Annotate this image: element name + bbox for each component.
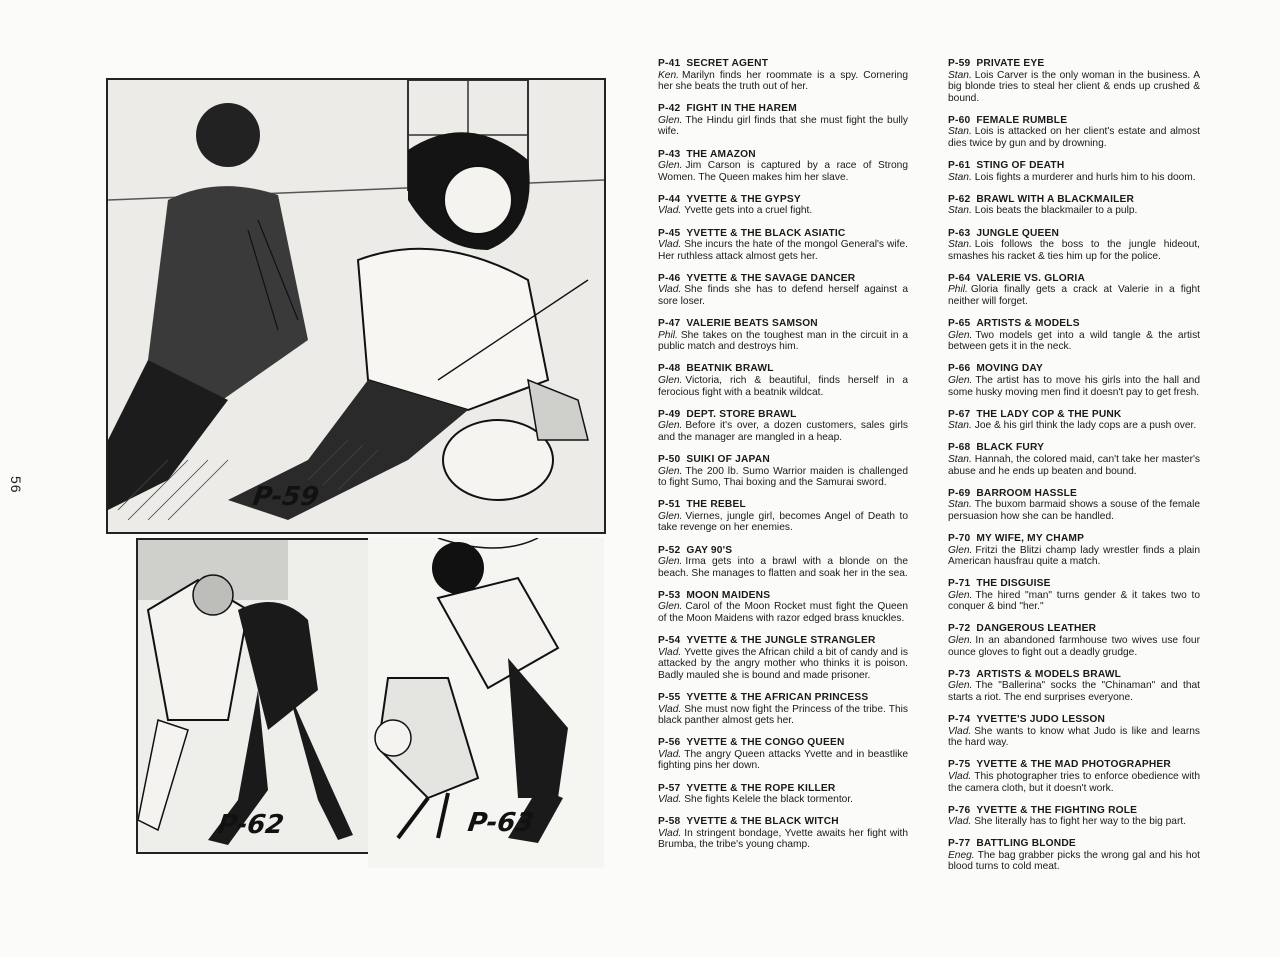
entry-code: P-74 (948, 714, 971, 726)
entry-text: Lois is attacked on her client's estate and almost dies twice by gun and by drowning. (948, 126, 1200, 150)
entry-author: Glen. (948, 680, 973, 692)
entry-code: P-53 (658, 589, 681, 601)
entry-text: Marilyn finds her roommate is a spy. Cornering her she beats the truth out of her. (658, 69, 908, 93)
illustration-label-p62: P-62 (215, 810, 286, 840)
entry-title: JUNGLE QUEEN (976, 227, 1060, 239)
catalog-entry (948, 115, 1200, 150)
entry-code: P-76 (948, 804, 971, 816)
entry-code: P-45 (658, 227, 681, 239)
entry-description (658, 330, 908, 353)
entry-code: P-54 (658, 635, 681, 647)
entry-heading (658, 149, 908, 161)
entry-description (658, 420, 908, 443)
entry-code: P-47 (658, 318, 681, 330)
entry-author: Glen. (658, 160, 683, 172)
entry-text: She fights Kelele the black tormentor. (684, 794, 853, 806)
entry-description (948, 454, 1200, 477)
entry-description (658, 601, 908, 624)
entry-author: Vlad. (658, 748, 682, 760)
illustration-bottom-left (136, 538, 370, 854)
entry-code: P-42 (658, 103, 681, 115)
entry-code: P-50 (658, 453, 681, 465)
entry-title: THE DISGUISE (976, 578, 1051, 590)
entry-title: DANGEROUS LEATHER (976, 623, 1097, 635)
entry-text: She wants to know what Judo is like and learns the hard way. (948, 725, 1200, 749)
entry-title: MY WIFE, MY CHAMP (976, 532, 1085, 544)
entry-heading (948, 228, 1200, 240)
entry-code: P-41 (658, 58, 681, 69)
illustration-label-p63: P-63 (465, 808, 536, 838)
entry-description (948, 680, 1200, 703)
catalog-entry (948, 363, 1200, 398)
entry-author: Glen. (658, 420, 683, 432)
entry-text: Yvette gives the African child a bit of candy and is attacked by the angry mother who thinks it is poison. Badly mauled she is bound and made prisoner. (658, 646, 908, 681)
entry-author: Ken. (658, 69, 679, 81)
entry-description (948, 375, 1200, 398)
entry-code: P-49 (658, 408, 681, 420)
entry-heading (658, 194, 908, 206)
catalog-entry (658, 692, 908, 727)
entry-author: Glen. (948, 544, 973, 556)
entry-author: Glen. (948, 589, 973, 601)
entry-description (948, 545, 1200, 568)
illustration-label-p59: P-59 (250, 482, 321, 512)
entry-author: Glen. (658, 556, 683, 568)
entry-heading (658, 103, 908, 115)
entry-text: The angry Queen attacks Yvette and in beastlike fighting pins her down. (658, 748, 908, 772)
entry-text: The "Ballerina" socks the "Chinaman" and that starts a riot. The end surprises everyone. (948, 680, 1200, 703)
entry-author: Stan. (948, 69, 972, 81)
entry-heading (658, 273, 908, 285)
entry-description (658, 828, 908, 851)
entry-code: P-51 (658, 499, 681, 511)
entry-title: YVETTE & THE BLACK WITCH (686, 816, 839, 828)
entry-title: THE AMAZON (686, 148, 756, 160)
catalog-entry (658, 363, 908, 398)
catalog-entry (658, 194, 908, 217)
catalog-entry (658, 58, 908, 93)
entry-heading (658, 363, 908, 375)
entry-description (658, 115, 908, 138)
catalog-entry (658, 228, 908, 263)
entry-heading (948, 488, 1200, 500)
entry-title: YVETTE'S JUDO LESSON (976, 714, 1106, 726)
entry-text: Two models get into a wild tangle & the artist between gets it in the neck. (948, 329, 1200, 353)
entry-title: SUIKI OF JAPAN (686, 453, 770, 465)
entry-text: In stringent bondage, Yvette awaits her fight with Brumba, the tribe's young champ. (658, 827, 908, 851)
entry-description (948, 771, 1200, 794)
entry-title: SECRET AGENT (686, 58, 769, 69)
page-number: 56 (8, 476, 24, 494)
entry-heading (658, 454, 908, 466)
entry-code: P-56 (658, 737, 681, 749)
entry-code: P-72 (948, 623, 971, 635)
ink-drawing-top (108, 80, 604, 532)
entry-heading (948, 273, 1200, 285)
entry-heading (948, 838, 1200, 850)
entry-text: Irma gets into a brawl with a blonde on the beach. She manages to flatten and soak her in the sea. (658, 556, 908, 579)
entry-code: P-59 (948, 58, 971, 69)
entry-title: GAY 90'S (686, 544, 733, 556)
entry-heading (948, 194, 1200, 206)
entry-text: In an abandoned farmhouse two wives use four ounce gloves to fight out a deadly grudge. (948, 635, 1200, 658)
entry-text: She takes on the toughest man in the circuit in a public match and destroys him. (658, 329, 908, 353)
entry-code: P-64 (948, 272, 971, 284)
catalog-entry (948, 669, 1200, 704)
entry-code: P-68 (948, 442, 971, 454)
entry-code: P-73 (948, 668, 971, 680)
entry-title: BARROOM HASSLE (976, 487, 1078, 499)
entry-title: FEMALE RUMBLE (976, 114, 1068, 126)
entry-title: YVETTE & THE BLACK ASIATIC (686, 227, 846, 239)
catalog-column-left (658, 58, 908, 861)
entry-author: Stan. (948, 205, 972, 217)
entry-code: P-66 (948, 363, 971, 375)
illustration-top (106, 78, 606, 534)
entry-title: VALERIE VS. GLORIA (976, 272, 1086, 284)
entry-title: YVETTE & THE MAD PHOTOGRAPHER (976, 759, 1171, 771)
entry-author: Glen. (658, 510, 683, 522)
catalog-entry (658, 499, 908, 534)
entry-text: This photographer tries to enforce obedience with the camera cloth, but it doesn't work. (948, 770, 1200, 794)
entry-title: YVETTE & THE ROPE KILLER (686, 782, 836, 794)
ink-drawing-bottom-left (138, 540, 368, 852)
entry-code: P-44 (658, 193, 681, 205)
illustration-bottom-right (368, 538, 604, 868)
entry-author: Stan. (948, 126, 972, 138)
entry-author: Glen. (658, 114, 683, 126)
entry-text: Joe & his girl think the lady cops are a push over. (974, 420, 1197, 432)
entry-author: Stan. (948, 420, 972, 432)
catalog-entry (658, 635, 908, 681)
entry-author: Glen. (948, 635, 973, 647)
entry-heading (948, 160, 1200, 172)
entry-heading (658, 692, 908, 704)
entry-description (658, 284, 908, 307)
entry-author: Vlad. (948, 816, 972, 828)
entry-description (948, 420, 1200, 432)
catalog-entry (948, 578, 1200, 613)
catalog-entry (658, 409, 908, 444)
catalog-entry (658, 318, 908, 353)
entry-title: BLACK FURY (976, 442, 1045, 454)
entry-author: Eneg. (948, 849, 975, 861)
entry-text: Jim Carson is captured by a race of Strong Women. The Queen makes him her slave. (658, 160, 908, 183)
entry-title: DEPT. STORE BRAWL (686, 408, 797, 420)
catalog-entry (948, 805, 1200, 828)
entry-code: P-69 (948, 487, 971, 499)
entry-text: The artist has to move his girls into the hall and some husky moving men find it doesn't pay to get fresh. (948, 374, 1200, 398)
entry-author: Vlad. (658, 794, 682, 806)
catalog-entry (948, 838, 1200, 873)
entry-text: Fritzi the Blitzi champ lady wrestler finds a plain American hausfrau quite a match. (948, 544, 1200, 568)
entry-title: ARTISTS & MODELS BRAWL (976, 668, 1122, 680)
entry-code: P-48 (658, 363, 681, 375)
catalog-entry (658, 273, 908, 308)
catalog-entry (948, 273, 1200, 308)
entry-code: P-43 (658, 148, 681, 160)
entry-text: She must now fight the Princess of the tribe. This black panther almost gets her. (658, 703, 908, 727)
entry-description (658, 556, 908, 579)
catalog-entry (658, 783, 908, 806)
entry-description (658, 70, 908, 93)
entry-heading (658, 590, 908, 602)
entry-author: Glen. (948, 329, 973, 341)
catalog-entry (948, 442, 1200, 477)
entry-text: Carol of the Moon Rocket must fight the Queen of the Moon Maidens with razor edged brass knuckles. (658, 601, 908, 624)
entry-description (658, 239, 908, 262)
catalog-entry (948, 228, 1200, 263)
entry-text: The Hindu girl finds that she must fight the bully wife. (658, 114, 908, 138)
entry-author: Vlad. (658, 205, 682, 217)
entry-text: Lois beats the blackmailer to a pulp. (974, 205, 1138, 217)
entry-code: P-62 (948, 193, 971, 205)
entry-code: P-67 (948, 408, 971, 420)
entry-title: YVETTE & THE CONGO QUEEN (686, 737, 845, 749)
entry-author: Stan. (948, 239, 972, 251)
entry-author: Vlad. (948, 770, 972, 782)
entry-code: P-55 (658, 691, 681, 703)
entry-text: Lois fights a murderer and hurls him to his doom. (974, 171, 1196, 183)
entry-description (658, 375, 908, 398)
entry-title: THE LADY COP & THE PUNK (976, 408, 1122, 420)
entry-heading (658, 783, 908, 795)
entry-description (658, 794, 908, 806)
catalog-entry (658, 737, 908, 772)
entry-description (658, 511, 908, 534)
entry-description (948, 284, 1200, 307)
catalog-entry (948, 623, 1200, 658)
entry-text: She finds she has to defend herself against a sore loser. (658, 284, 908, 307)
entry-heading (658, 816, 908, 828)
entry-heading (948, 409, 1200, 421)
entry-heading (658, 409, 908, 421)
entry-heading (658, 499, 908, 511)
entry-text: The hired "man" turns gender & it takes two to conquer & bind "her." (948, 589, 1200, 613)
entry-author: Phil. (948, 284, 968, 296)
entry-text: The bag grabber picks the wrong gal and his hot blood turns to cold meat. (948, 849, 1200, 873)
entry-heading (948, 578, 1200, 590)
entry-text: Gloria finally gets a crack at Valerie in a fight neither will forget. (948, 284, 1200, 307)
entry-description (658, 647, 908, 682)
entry-title: MOON MAIDENS (686, 589, 771, 601)
entry-code: P-60 (948, 114, 971, 126)
entry-description (948, 70, 1200, 105)
catalog-entry (948, 759, 1200, 794)
entry-code: P-65 (948, 318, 971, 330)
entry-text: She incurs the hate of the mongol General's wife. Her ruthless attack almost gets her. (658, 239, 908, 262)
catalog-entry (948, 533, 1200, 568)
entry-description (948, 590, 1200, 613)
entry-text: Victoria, rich & beautiful, finds herself in a ferocious fight with a beatnik wildcat. (658, 374, 908, 398)
entry-author: Vlad. (658, 646, 682, 658)
entry-heading (658, 737, 908, 749)
entry-text: She literally has to fight her way to the big part. (974, 816, 1187, 828)
catalog-entry (948, 58, 1200, 104)
entry-author: Glen. (658, 465, 683, 477)
entry-heading (658, 545, 908, 557)
catalog-column-right (948, 58, 1200, 884)
entry-author: Glen. (658, 374, 683, 386)
entry-description (948, 726, 1200, 749)
entry-author: Vlad. (658, 239, 682, 251)
entry-description (948, 499, 1200, 522)
entry-description (948, 816, 1200, 828)
entry-code: P-77 (948, 838, 971, 850)
catalog-entry (948, 318, 1200, 353)
entry-author: Vlad. (658, 827, 682, 839)
catalog-entry (658, 545, 908, 580)
entry-description (948, 850, 1200, 873)
entry-title: MOVING DAY (976, 363, 1044, 375)
entry-title: STING OF DEATH (976, 160, 1065, 172)
entry-description (948, 239, 1200, 262)
entry-code: P-52 (658, 544, 681, 556)
entry-heading (948, 442, 1200, 454)
entry-description (948, 126, 1200, 149)
catalog-entry (948, 714, 1200, 749)
catalog-entry (948, 409, 1200, 432)
entry-heading (658, 228, 908, 240)
catalog-entry (658, 816, 908, 851)
entry-author: Stan. (948, 171, 972, 183)
catalog-entry (658, 103, 908, 138)
entry-description (658, 749, 908, 772)
entry-code: P-63 (948, 227, 971, 239)
entry-title: YVETTE & THE SAVAGE DANCER (686, 272, 856, 284)
entry-description (658, 466, 908, 489)
entry-heading (948, 115, 1200, 127)
entry-heading (658, 58, 908, 70)
entry-title: YVETTE & THE AFRICAN PRINCESS (686, 691, 869, 703)
entry-author: Vlad. (658, 703, 682, 715)
entry-title: BEATNIK BRAWL (686, 363, 774, 375)
entry-code: P-71 (948, 578, 971, 590)
entry-text: Viernes, jungle girl, becomes Angel of Death to take revenge on her enemies. (658, 510, 908, 534)
entry-author: Vlad. (948, 725, 972, 737)
entry-heading (948, 759, 1200, 771)
entry-title: PRIVATE EYE (976, 58, 1045, 69)
entry-title: YVETTE & THE JUNGLE STRANGLER (686, 635, 876, 647)
entry-description (658, 205, 908, 217)
entry-description (658, 160, 908, 183)
entry-description (658, 704, 908, 727)
entry-heading (948, 318, 1200, 330)
entry-description (948, 635, 1200, 658)
entry-heading (948, 669, 1200, 681)
entry-text: Before it's over, a dozen customers, sales girls and the manager are mangled in a heap. (658, 420, 908, 443)
entry-heading (658, 318, 908, 330)
entry-code: P-61 (948, 160, 971, 172)
entry-title: ARTISTS & MODELS (976, 318, 1080, 330)
entry-code: P-46 (658, 272, 681, 284)
entry-title: VALERIE BEATS SAMSON (686, 318, 818, 330)
entry-author: Glen. (658, 601, 683, 613)
entry-heading (948, 533, 1200, 545)
entry-author: Glen. (948, 374, 973, 386)
entry-title: THE REBEL (686, 499, 746, 511)
entry-author: Stan. (948, 499, 972, 511)
entry-code: P-75 (948, 759, 971, 771)
entry-heading (948, 714, 1200, 726)
entry-description (948, 172, 1200, 184)
entry-heading (948, 58, 1200, 70)
entry-heading (948, 623, 1200, 635)
entry-title: BATTLING BLONDE (976, 838, 1076, 850)
entry-author: Vlad. (658, 284, 682, 296)
entry-text: Yvette gets into a cruel fight. (684, 205, 813, 217)
entry-text: Lois follows the boss to the jungle hideout, smashes his racket & ties him up for the police. (948, 239, 1200, 262)
entry-title: BRAWL WITH A BLACKMAILER (976, 193, 1135, 205)
entry-title: YVETTE & THE FIGHTING ROLE (976, 804, 1138, 816)
catalog-entry (948, 488, 1200, 523)
catalog-entry (948, 160, 1200, 183)
entry-text: Lois Carver is the only woman in the business. A big blonde tries to steal her client & ends up crushed & bound. (948, 69, 1200, 104)
entry-author: Phil. (658, 329, 678, 341)
catalog-entry (658, 149, 908, 184)
entry-author: Stan. (948, 453, 972, 465)
entry-code: P-58 (658, 816, 681, 828)
entry-description (948, 330, 1200, 353)
entry-description (948, 205, 1200, 217)
entry-title: YVETTE & THE GYPSY (686, 193, 801, 205)
catalog-entry (658, 590, 908, 625)
catalog-entry (658, 454, 908, 489)
entry-text: The buxom barmaid shows a souse of the female persuasion how she can be handled. (948, 499, 1200, 522)
entry-code: P-70 (948, 532, 971, 544)
entry-code: P-57 (658, 782, 681, 794)
entry-heading (948, 805, 1200, 817)
entry-heading (948, 363, 1200, 375)
entry-heading (658, 635, 908, 647)
entry-text: The 200 lb. Sumo Warrior maiden is challenged to fight Sumo, Thai boxing and the Samurai sword. (658, 465, 908, 489)
catalog-entry (948, 194, 1200, 217)
entry-text: Hannah, the colored maid, can't take her master's abuse and he ends up beaten and bound. (948, 453, 1200, 477)
entry-title: FIGHT IN THE HAREM (686, 103, 797, 115)
